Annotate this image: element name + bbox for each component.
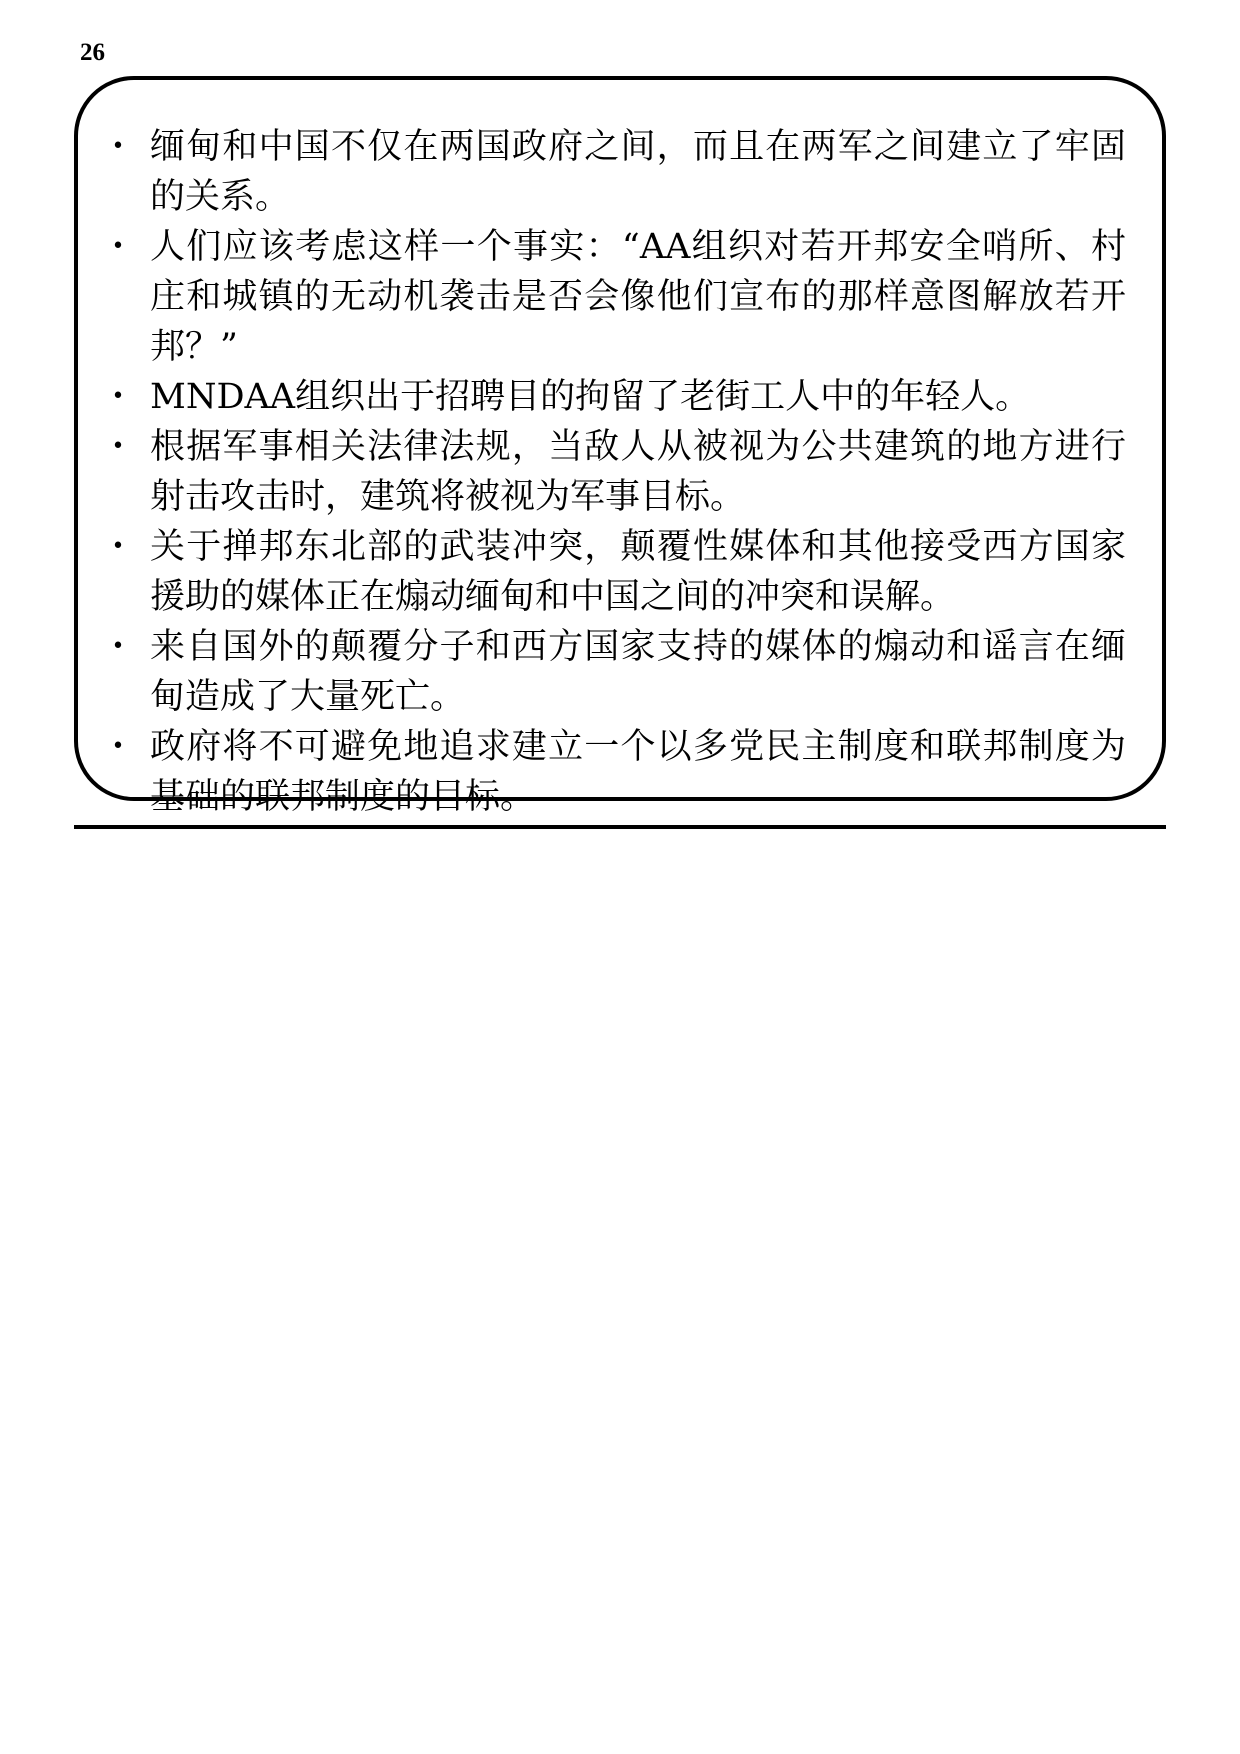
bullet-icon: • bbox=[111, 384, 125, 409]
bullet-icon: • bbox=[111, 134, 125, 159]
bullet-text: 来自国外的颠覆分子和西方国家支持的媒体的煽动和谣言在缅甸造成了大量死亡。 bbox=[150, 627, 1126, 717]
list-item bbox=[74, 622, 1166, 722]
bullet-icon: • bbox=[111, 234, 125, 259]
bullet-icon: • bbox=[111, 534, 125, 559]
list-item bbox=[74, 422, 1166, 522]
list-item bbox=[74, 372, 1166, 422]
bullet-icon: • bbox=[111, 734, 125, 759]
page-number: 26 bbox=[80, 39, 105, 66]
bullet-text: 根据军事相关法律法规，当敌人从被视为公共建筑的地方进行射击攻击时，建筑将被视为军事目标。 bbox=[150, 427, 1126, 517]
list-item bbox=[74, 522, 1166, 622]
list-item bbox=[74, 122, 1166, 222]
list-item bbox=[74, 722, 1166, 822]
bullet-text: 政府将不可避免地追求建立一个以多党民主制度和联邦制度为基础的联邦制度的目标。 bbox=[150, 727, 1126, 817]
bullet-list bbox=[74, 122, 1166, 822]
bullet-text: MNDAA组织出于招聘目的拘留了老街工人中的年轻人。 bbox=[150, 377, 1031, 417]
bullet-text: 关于掸邦东北部的武装冲突，颠覆性媒体和其他接受西方国家援助的媒体正在煽动缅甸和中国之间的冲突和误解。 bbox=[150, 527, 1126, 617]
bullet-text: 缅甸和中国不仅在两国政府之间，而且在两军之间建立了牢固的关系。 bbox=[150, 127, 1126, 217]
horizontal-rule bbox=[74, 825, 1166, 829]
bullet-icon: • bbox=[111, 434, 125, 459]
bullet-icon: • bbox=[111, 634, 125, 659]
bullet-text: 人们应该考虑这样一个事实：“AA组织对若开邦安全哨所、村庄和城镇的无动机袭击是否会像他们宣布的那样意图解放若开邦？” bbox=[150, 227, 1126, 367]
list-item bbox=[74, 222, 1166, 372]
